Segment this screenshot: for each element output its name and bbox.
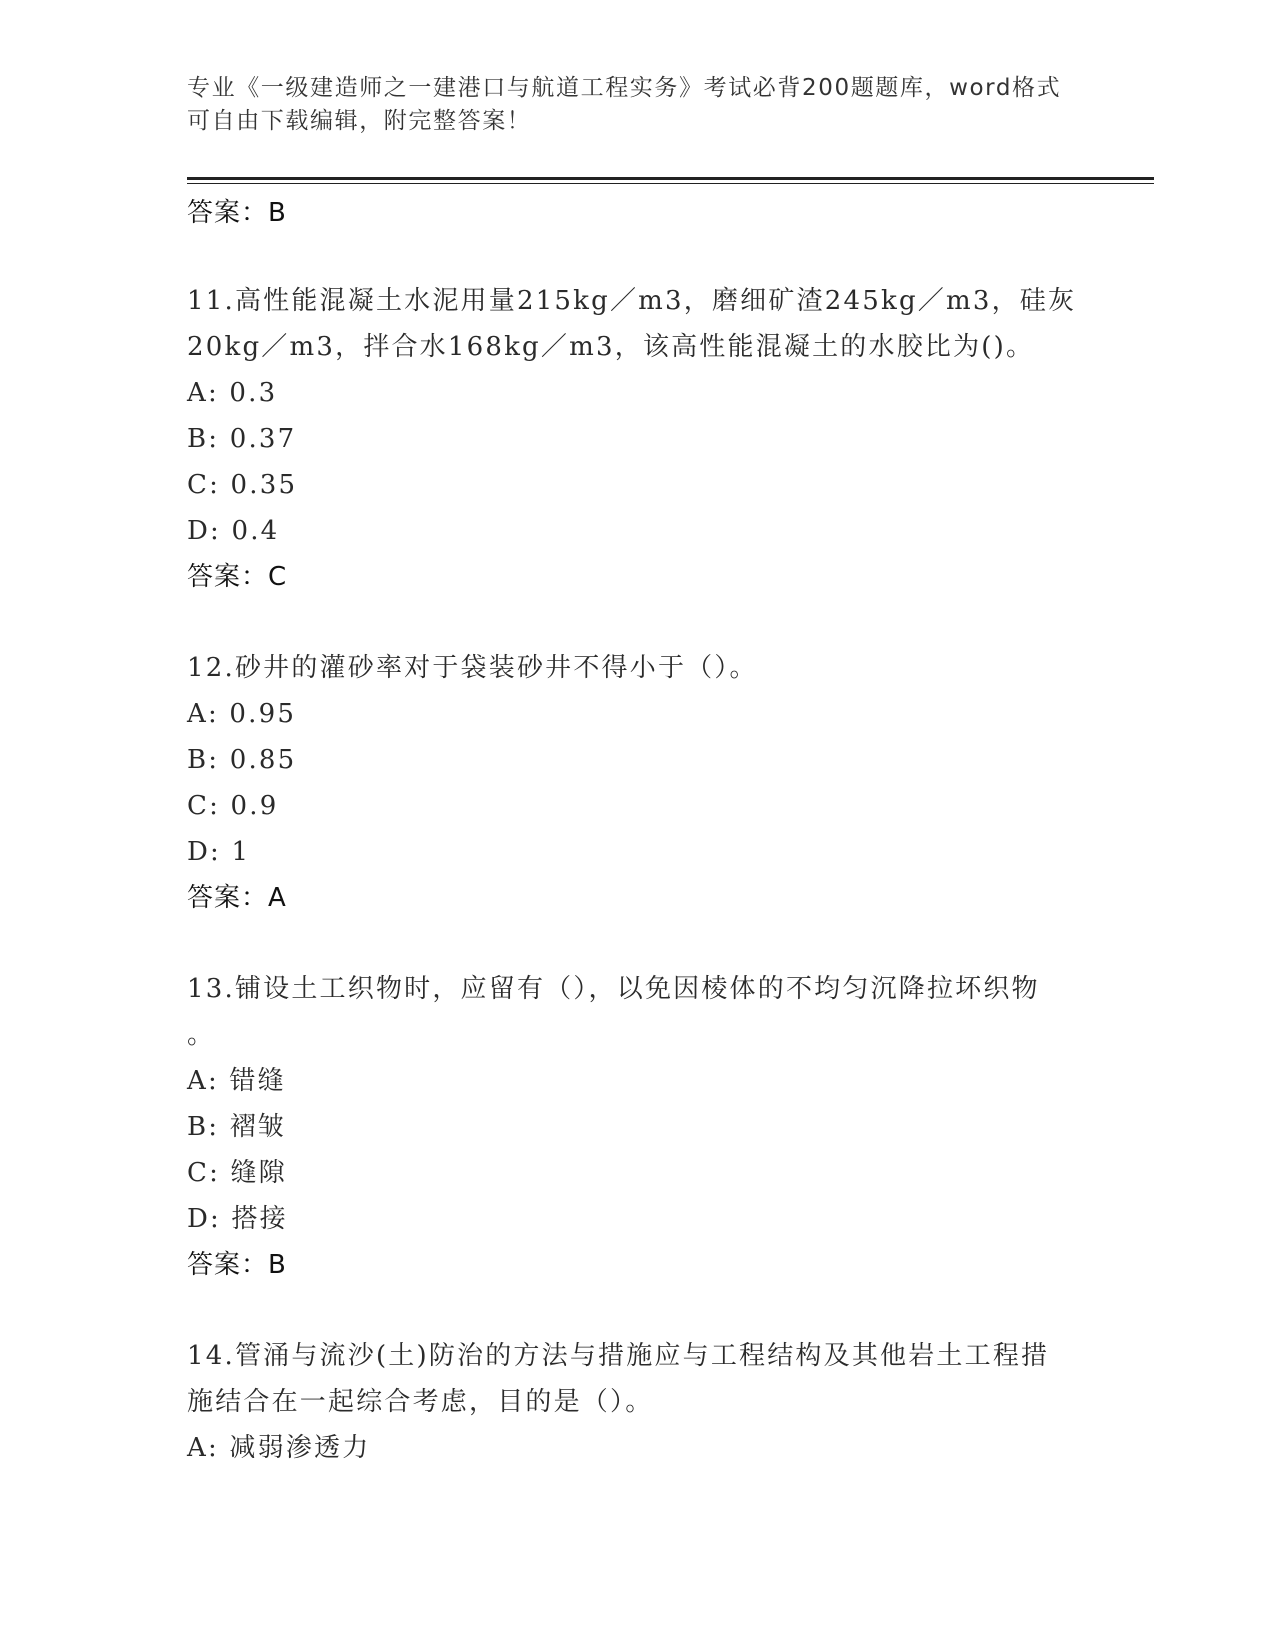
question-list xyxy=(187,190,1087,1471)
header-line-1: 专业《一级建造师之一建港口与航道工程实务》考试必背200题题库，word格式 xyxy=(187,75,1062,101)
question-block xyxy=(187,966,1087,1288)
question-stem-line: 。 xyxy=(187,1020,216,1050)
question-stem-line: 11.高性能混凝土水泥用量215kg／m3，磨细矿渣245kg／m3，硅灰 xyxy=(187,286,1077,316)
option-b: B: 褶皱 xyxy=(187,1112,287,1142)
option-c: C: 0.35 xyxy=(187,470,298,500)
answer-line: 答案：C xyxy=(187,562,288,592)
spacer xyxy=(187,236,1087,278)
option-a: A: 0.3 xyxy=(187,378,278,408)
option-d: D: 搭接 xyxy=(187,1204,288,1234)
spacer xyxy=(187,921,1087,966)
answer-line: 答案：A xyxy=(187,883,287,913)
question-block xyxy=(187,278,1087,600)
header-divider-thick xyxy=(187,177,1154,180)
spacer xyxy=(187,1288,1087,1333)
question-block xyxy=(187,1333,1087,1471)
spacer xyxy=(187,600,1087,645)
answer-line: 答案：B xyxy=(187,1250,287,1280)
option-d: D: 0.4 xyxy=(187,516,280,546)
option-b: B: 0.85 xyxy=(187,745,297,775)
option-a: A: 错缝 xyxy=(187,1066,286,1096)
question-block xyxy=(187,645,1087,921)
question-stem-line: 14.管涌与流沙(土)防治的方法与措施应与工程结构及其他岩土工程措 xyxy=(187,1341,1050,1371)
header-divider-thin xyxy=(187,183,1154,184)
header-line-2: 可自由下载编辑，附完整答案！ xyxy=(187,108,532,134)
option-a: A: 0.95 xyxy=(187,699,297,729)
question-stem-line: 12.砂井的灌砂率对于袋装砂井不得小于（）。 xyxy=(187,653,758,683)
answer-line: 答案：B xyxy=(187,198,287,228)
question-stem-line: 20kg／m3，拌合水168kg／m3，该高性能混凝土的水胶比为()。 xyxy=(187,332,1035,362)
option-c: C: 0.9 xyxy=(187,791,279,821)
option-b: B: 0.37 xyxy=(187,424,297,454)
question-stem-line: 施结合在一起综合考虑，目的是（）。 xyxy=(187,1387,654,1417)
option-a: A: 减弱渗透力 xyxy=(187,1433,371,1463)
question-stem-line: 13.铺设土工织物时，应留有（），以免因棱体的不均匀沉降拉坏织物 xyxy=(187,974,1040,1004)
option-d: D: 1 xyxy=(187,837,251,867)
option-c: C: 缝隙 xyxy=(187,1158,287,1188)
document-header xyxy=(187,72,1067,138)
